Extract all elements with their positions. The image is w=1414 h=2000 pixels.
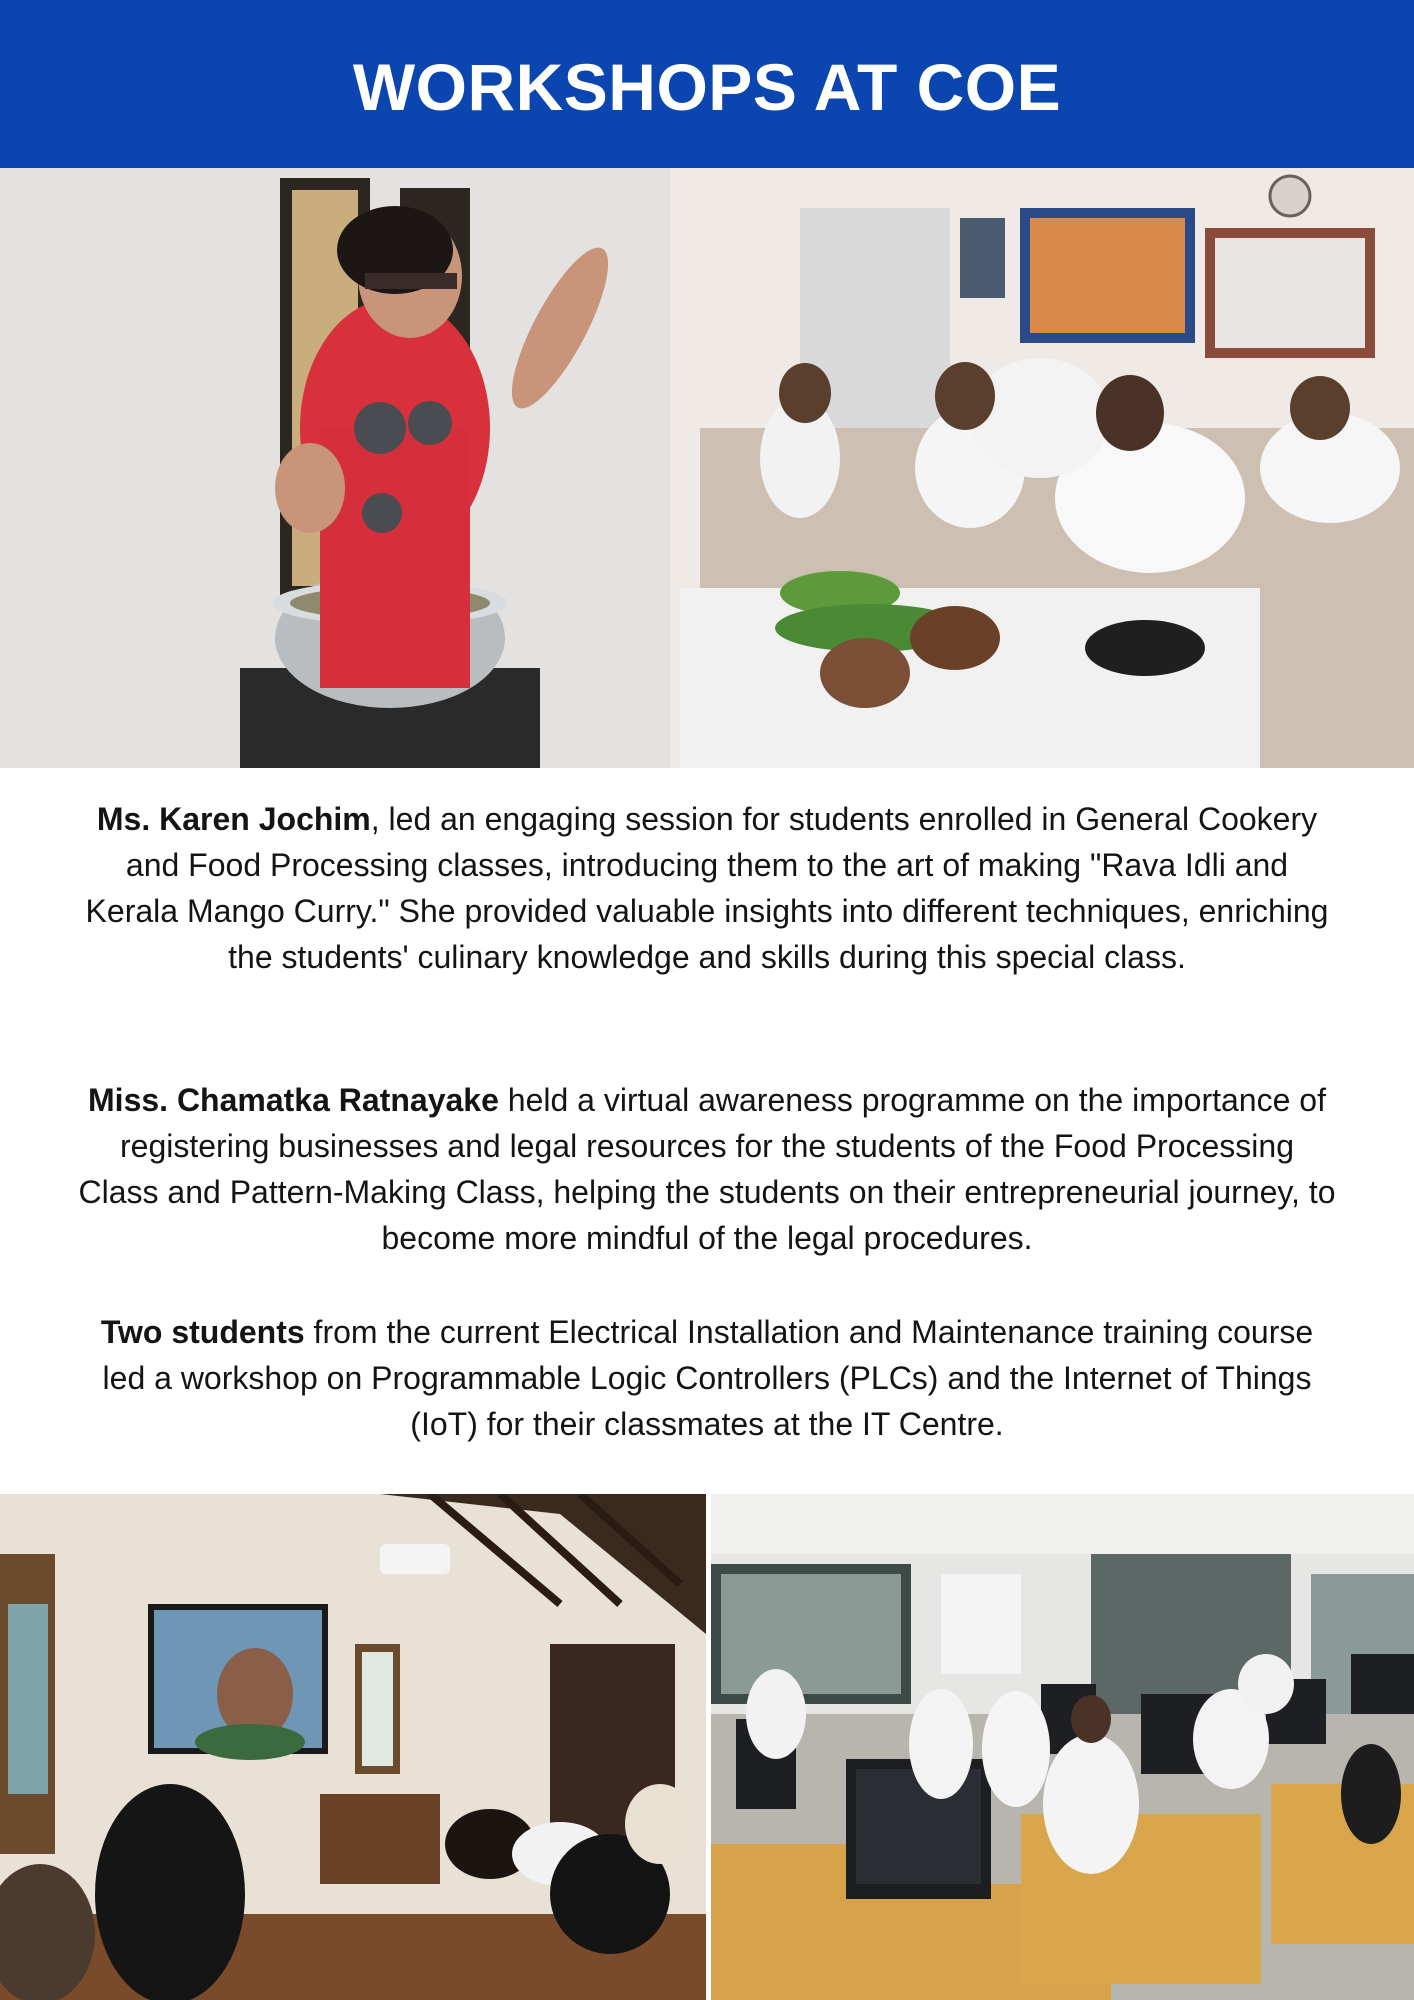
speaker-name: Ms. Karen Jochim (96, 801, 371, 837)
chamatka-ratnayake-paragraph (78, 1077, 1336, 1261)
paragraph-text: held a virtual awareness programme on the importance of registering businesses and legal resources for the students of the Food Processing Class and Pattern-Making Class, helping the students on their entrepreneurial journey, to become more mindful of the legal procedures. (78, 1082, 1336, 1256)
students-workshop-paragraph (78, 1309, 1336, 1447)
karen-jochim-paragraph (78, 796, 1336, 980)
it-centre-workshop-photo (711, 1494, 1414, 2000)
speaker-name: Two students (100, 1314, 305, 1350)
paragraph-text: , led an engaging session for students enrolled in General Cookery and Food Processing classes, introducing them to the art of making "Rava Idli and Kerala Mango Curry." She provided valuable insights into different techniques, enriching the students' culinary knowledge and skills during this special class. (85, 801, 1329, 975)
speaker-name: Miss. Chamatka Ratnayake (88, 1082, 499, 1118)
page-header (0, 0, 1414, 168)
page-title: WORKSHOPS AT COE (352, 50, 1062, 124)
cooking-class-photo (0, 168, 1414, 768)
paragraph-text: from the current Electrical Installation and Maintenance training course led a workshop on Programmable Logic Controllers (PLCs) and the Internet of Things (IoT) for their classmates at the IT Centre. (102, 1314, 1314, 1442)
virtual-session-photo (0, 1494, 706, 2000)
